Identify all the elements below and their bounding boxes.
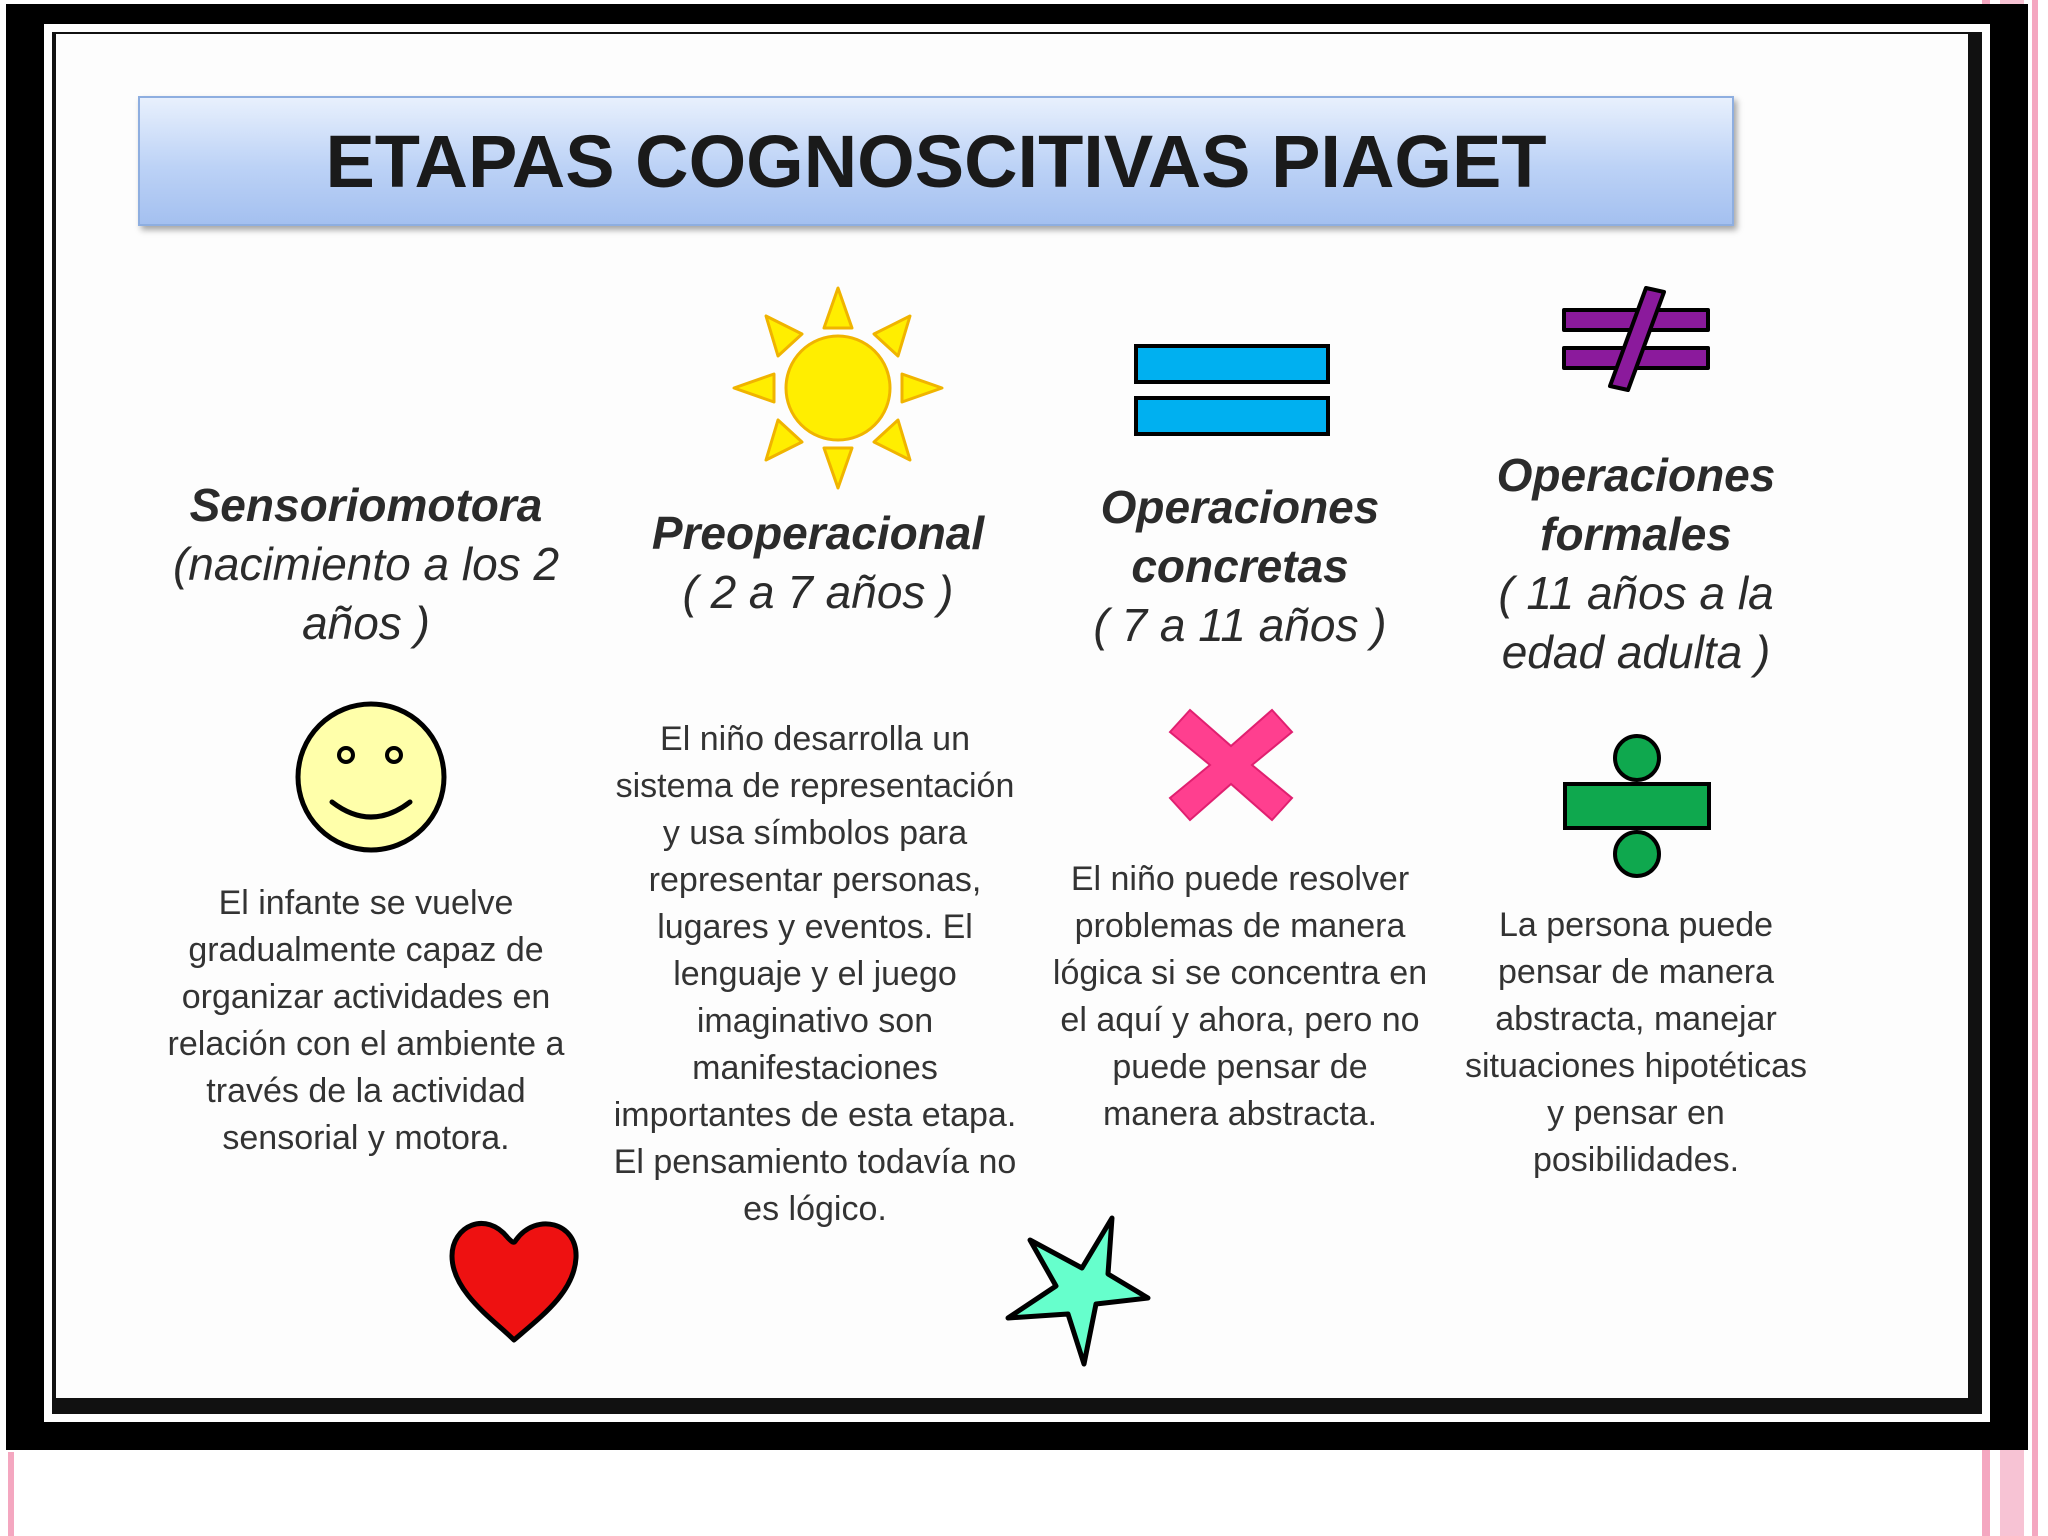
equals-sign-icon <box>1134 344 1330 436</box>
stage-name: Operaciones formales <box>1496 449 1776 560</box>
not-equal-sign-icon <box>1562 286 1712 394</box>
stage-description-preoperacional <box>610 716 1020 1233</box>
stage-heading-operaciones-formales <box>1446 446 1826 682</box>
page-title: ETAPAS COGNOSCITIVAS PIAGET <box>325 119 1547 203</box>
stage-description-text: El niño desarrolla un sistema de representación y usa símbolos para representar personas, lugares y eventos. El lenguaje y el juego imaginativo son manifestaciones importantes de esta etapa. <box>613 720 1017 1134</box>
smiley-face-icon <box>294 700 448 854</box>
sun-icon <box>728 282 948 494</box>
stage-description-sensoriomotora: El infante se vuelve gradualmente capaz de organizar actividades en relación con el ambiente a través de la actividad sensorial y motora. <box>167 884 565 1157</box>
stage-name: Preoperacional <box>651 507 985 559</box>
stage-age: ( 7 a 11 años ) <box>1093 599 1387 651</box>
stage-age: ( 11 años a la edad adulta ) <box>1498 567 1774 678</box>
stage-description-extra: El pensamiento todavía no es lógico. <box>613 1143 1017 1228</box>
title-banner <box>138 96 1734 226</box>
divide-sign-icon <box>1562 732 1712 880</box>
stage-description-operaciones-concretas: El niño puede resolver problemas de manera lógica si se concentra en el aquí y ahora, pero no puede pensar de manera abstracta. <box>1052 860 1428 1133</box>
pink-left-border <box>0 1452 24 1536</box>
stage-name: Sensoriomotora <box>189 479 543 531</box>
stage-name: Operaciones concretas <box>1100 481 1380 592</box>
stage-heading-operaciones-concretas <box>1060 478 1420 655</box>
stage-age: ( 2 a 7 años ) <box>682 566 954 618</box>
stage-heading-preoperacional <box>618 504 1018 622</box>
stage-description-operaciones-formales: La persona puede pensar de manera abstracta, manejar situaciones hipotéticas y pensar en posibilidades. <box>1464 906 1808 1179</box>
stage-age: (nacimiento a los 2 años ) <box>172 538 560 649</box>
heart-icon <box>446 1208 584 1344</box>
multiply-sign-icon <box>1164 706 1298 824</box>
star-icon <box>1004 1214 1154 1368</box>
stage-heading-sensoriomotora <box>146 476 586 653</box>
